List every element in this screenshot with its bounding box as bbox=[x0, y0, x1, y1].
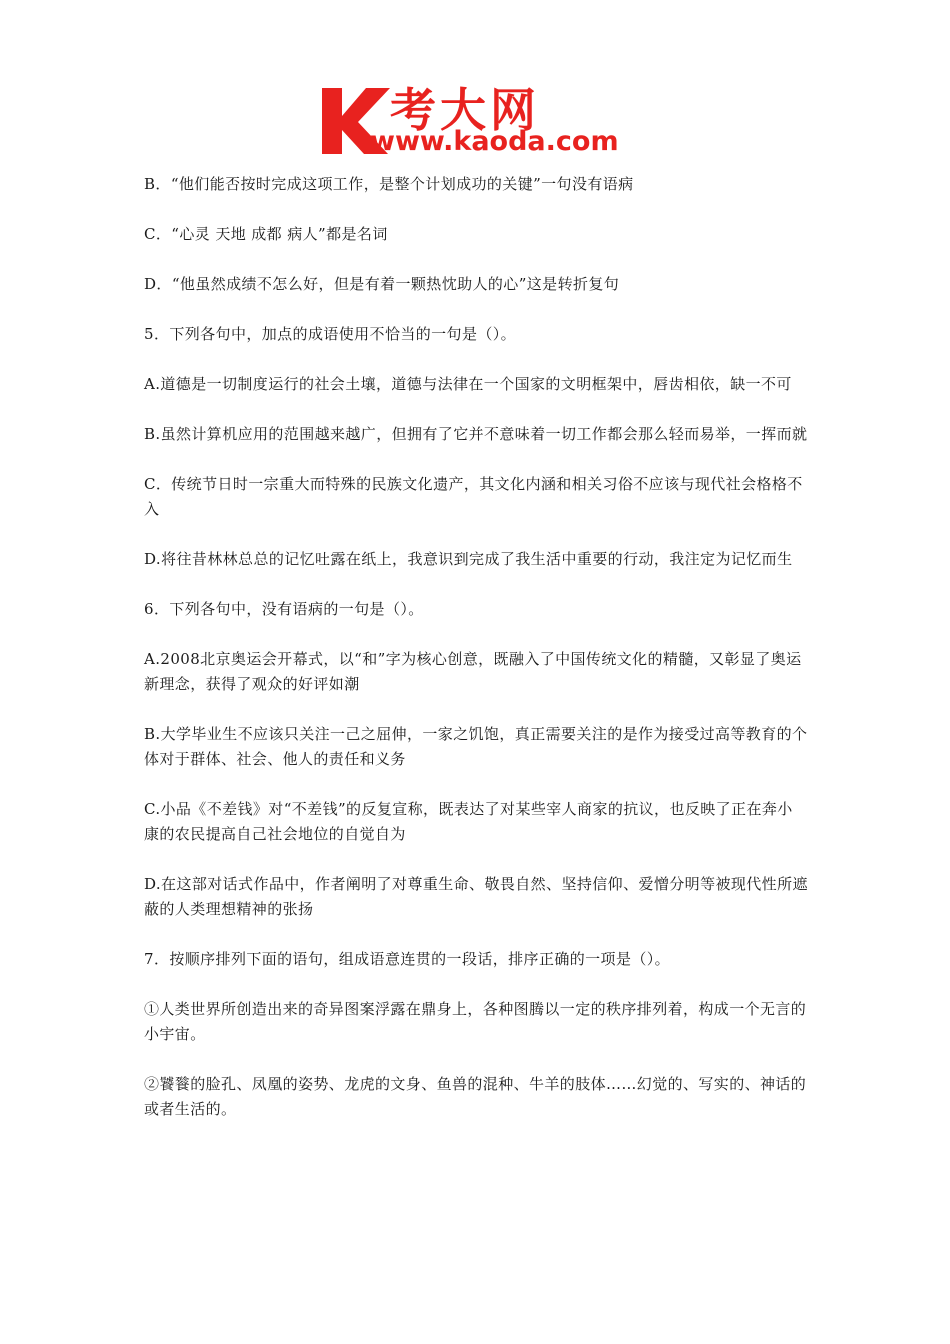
question-5: 5．下列各句中，加点的成语使用不恰当的一句是（）。 bbox=[144, 325, 517, 343]
option-d-q4: D．“他虽然成绩不怎么好，但是有着一颗热忱助人的心”这是转折复句 bbox=[144, 275, 620, 293]
option-c-q6: C.小品《不差钱》对“不差钱”的反复宣称，既表达了对某些宰人商家的抗议，也反映了正在奔小康的农民提高自己社会地位的自觉自为 bbox=[144, 800, 793, 843]
option-b-q6: B.大学毕业生不应该只关注一己之屈伸，一家之饥饱，真正需要关注的是作为接受过高等教育的个体对于群体、社会、他人的责任和义务 bbox=[144, 725, 808, 768]
kaoda-logo bbox=[318, 80, 638, 160]
option-d-q6: D.在这部对话式作品中，作者阐明了对尊重生命、敬畏自然、坚持信仰、爱憎分明等被现代性所遮蔽的人类理想精神的张扬 bbox=[144, 875, 808, 918]
option-c-q4: C．“心灵 天地 成都 病人”都是名词 bbox=[144, 225, 388, 243]
option-a-q6: A.2008北京奥运会开幕式，以“和”字为核心创意，既融入了中国传统文化的精髓，又彰显了奥运新理念，获得了观众的好评如潮 bbox=[144, 650, 802, 693]
option-c-q5: C．传统节日时一宗重大而特殊的民族文化遗产，其文化内涵和相关习俗不应该与现代社会格格不入 bbox=[144, 475, 803, 518]
sentence-2-q7: ②饕餮的脸孔、凤凰的姿势、龙虎的文身、鱼兽的混种、牛羊的肢体……幻觉的、写实的、神话的或者生活的。 bbox=[144, 1075, 807, 1118]
logo-url-text: www.kaoda.com bbox=[370, 126, 619, 157]
option-a-q5: A.道德是一切制度运行的社会土壤，道德与法律在一个国家的文明框架中，唇齿相依，缺一不可 bbox=[144, 375, 792, 393]
question-6: 6．下列各句中，没有语病的一句是（）。 bbox=[144, 600, 424, 618]
option-b-q5: B.虽然计算机应用的范围越来越广，但拥有了它并不意味着一切工作都会那么轻而易举，一挥而就 bbox=[144, 425, 808, 443]
logo-brand-text: 考大网 bbox=[390, 83, 540, 137]
document-body bbox=[144, 172, 808, 1122]
option-d-q5: D.将往昔林林总总的记忆吐露在纸上，我意识到完成了我生活中重要的行动，我注定为记忆而生 bbox=[144, 550, 793, 568]
sentence-1-q7: ①人类世界所创造出来的奇异图案浮露在鼎身上，各种图腾以一定的秩序排列着，构成一个无言的小宇宙。 bbox=[144, 1000, 807, 1043]
question-7: 7．按顺序排列下面的语句，组成语意连贯的一段话，排序正确的一项是（）。 bbox=[144, 950, 671, 968]
option-b-q4: B．“他们能否按时完成这项工作，是整个计划成功的关键”一句没有语病 bbox=[144, 175, 634, 193]
